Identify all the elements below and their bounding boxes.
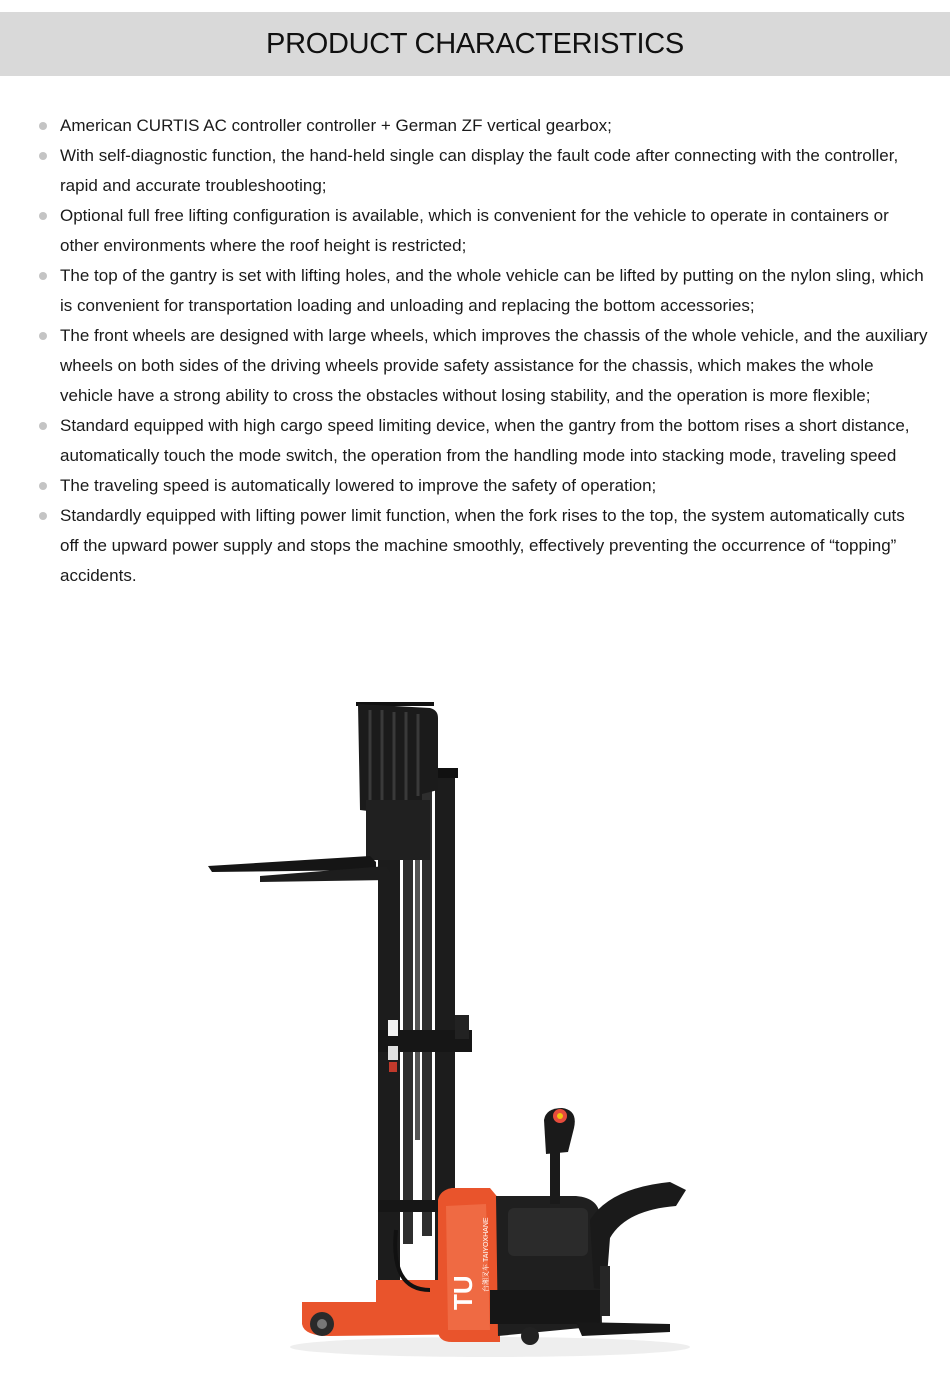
feature-text: American CURTIS AC controller controller + German ZF vertical gearbox;	[60, 116, 612, 135]
feature-text: Standard equipped with high cargo speed limiting device, when the gantry from the bottom rises a short distance, automatically touch the mode switch, the operation from the handling mode into stacking mode, traveling speed	[60, 416, 910, 465]
bullet-icon	[39, 422, 47, 430]
feature-item	[38, 141, 928, 201]
section-header	[0, 12, 950, 76]
battery-cover-panel	[508, 1208, 588, 1256]
forklift-illustration	[190, 690, 710, 1380]
fork-carriage	[366, 800, 430, 860]
bullet-icon	[39, 152, 47, 160]
feature-text: Optional full free lifting configuration is available, which is convenient for the vehicle to operate in containers or other environments where the roof height is restricted;	[60, 206, 889, 255]
mast-label	[388, 1046, 398, 1060]
mast-label-red	[389, 1062, 397, 1072]
feature-text: The top of the gantry is set with lifting holes, and the whole vehicle can be lifted by putting on the nylon sling, which is convenient for transportation loading and unloading and replacing the bottom accessories;	[60, 266, 924, 315]
section-title: PRODUCT CHARACTERISTICS	[266, 27, 684, 60]
feature-item	[38, 411, 928, 471]
feature-list	[38, 111, 928, 591]
feature-text: Standardly equipped with lifting power limit function, when the fork rises to the top, the system automatically cuts off the upward power supply and stops the machine smoothly, effectively preventing the occurrence of “topping” accidents.	[60, 506, 905, 585]
bullet-icon	[39, 122, 47, 130]
feature-item	[38, 201, 928, 261]
feature-item	[38, 501, 928, 591]
operator-platform	[576, 1322, 670, 1336]
drive-wheel	[521, 1327, 539, 1345]
feature-item	[38, 111, 928, 141]
bullet-icon	[39, 512, 47, 520]
mast-label	[388, 1020, 398, 1036]
mast-bracket	[455, 1015, 469, 1039]
brand-logo: TU	[448, 1275, 478, 1310]
brand-name: 台湘叉车 TAIYOXHANE	[483, 1217, 490, 1292]
electric-stacker-forklift-image	[190, 690, 710, 1380]
feature-item	[38, 471, 928, 501]
feature-item	[38, 321, 928, 411]
bullet-icon	[39, 332, 47, 340]
feature-item	[38, 261, 928, 321]
feature-text: The traveling speed is automatically lowered to improve the safety of operation;	[60, 476, 657, 495]
platform-spring	[600, 1266, 610, 1316]
feature-text: The front wheels are designed with large wheels, which improves the chassis of the whole vehicle, and the auxiliary wheels on both sides of the driving wheels provide safety assistance for the chassis, which makes the whole vehicle have a strong ability to cross the obstacles without losing stability, and the operation is more flexible;	[60, 326, 928, 405]
bullet-icon	[39, 212, 47, 220]
bullet-icon	[39, 272, 47, 280]
feature-text: With self-diagnostic function, the hand-held single can display the fault code after connecting with the controller, rapid and accurate troubleshooting;	[60, 146, 899, 195]
front-wheel-hub	[317, 1319, 327, 1329]
bullet-icon	[39, 482, 47, 490]
key-switch-icon	[557, 1113, 563, 1119]
drive-wheel-cover	[490, 1290, 600, 1324]
mast-crossbar-low	[378, 1200, 438, 1212]
